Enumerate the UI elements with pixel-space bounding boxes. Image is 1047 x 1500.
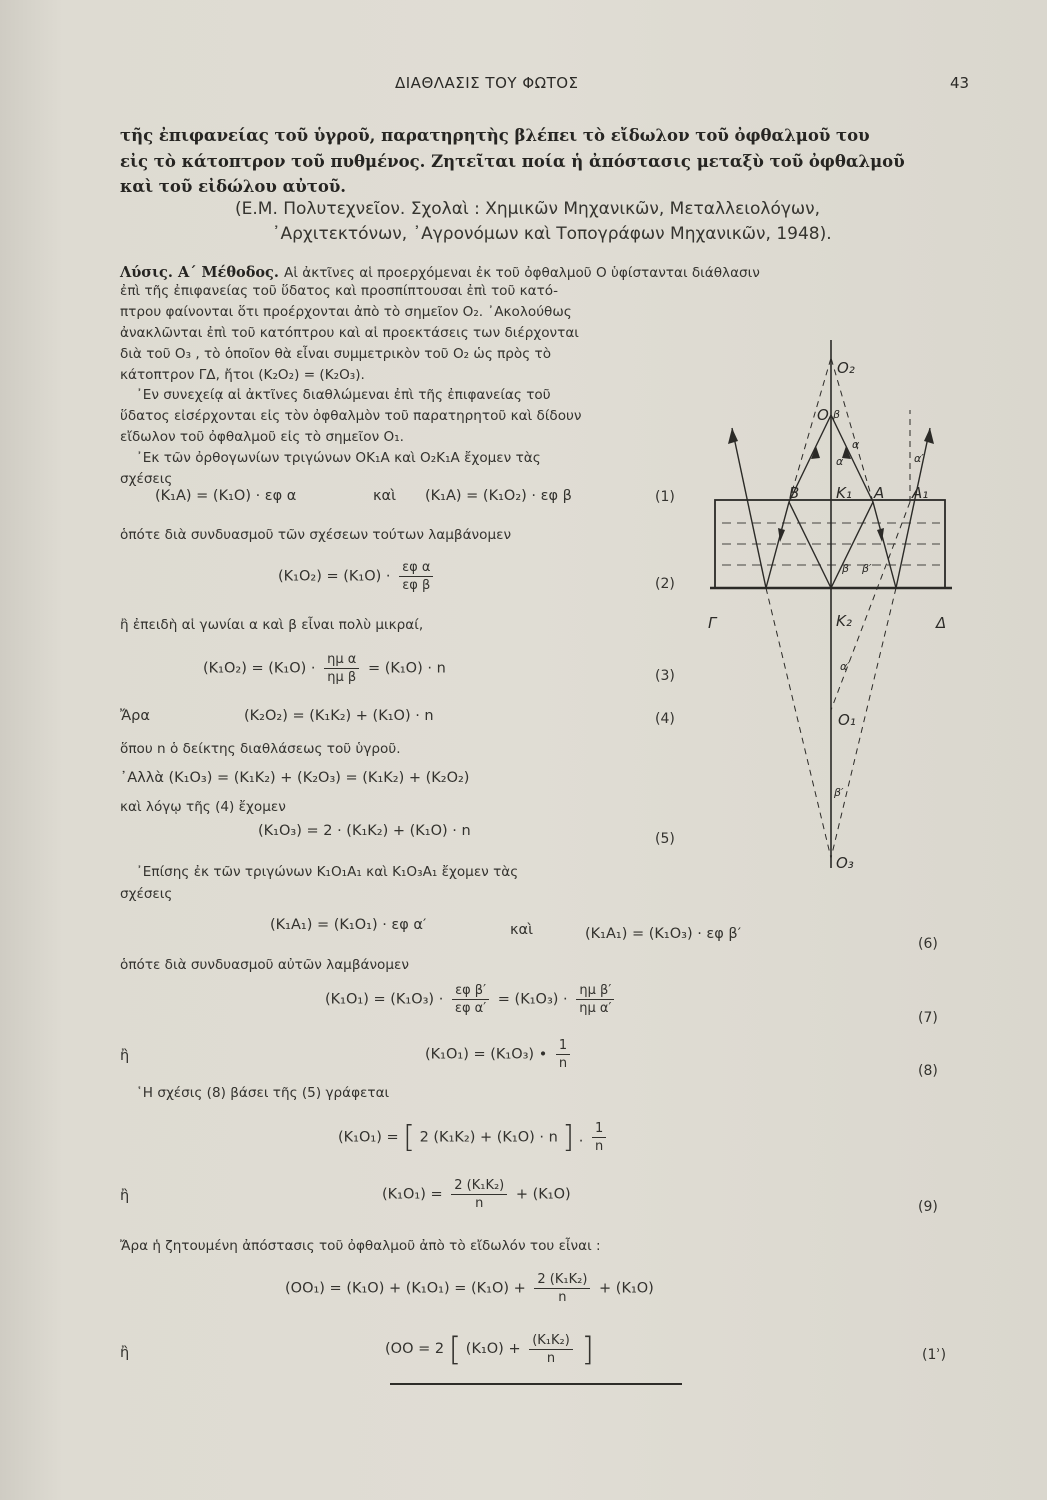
extension-lines [766, 358, 910, 858]
equation-2-number: (2) [655, 576, 675, 592]
label-o3: O₃ [836, 854, 854, 872]
label-o2: O₂ [837, 359, 855, 377]
solution-first-line-text: Αἱ ἀκτῖνες αἱ προερχόμεναι ἐκ τοῦ ὀφθαλμοῦ Ο ὑφίστανται διάθλασιν [284, 265, 760, 281]
equation-2-left: (Κ₁Ο₂) = (Κ₁Ο) · [278, 568, 391, 585]
equation-7-numerator-2: ημ β′ [576, 983, 614, 1000]
equation-8b-dot: . [578, 1129, 584, 1146]
label-alpha-right: α [852, 438, 860, 451]
label-gamma: Γ [708, 614, 717, 632]
equation-4-number: (4) [655, 711, 675, 727]
equation-7-fraction-1 [452, 983, 489, 1016]
text-combination: ὁπότε διὰ συνδυασμοῦ τῶν σχέσεων τούτων λαμβάνομεν [120, 527, 512, 543]
para1-line-2: πτρου φαίνονται ὅτι προέρχονται ἀπὸ τὸ σημεῖον Ο₂. ᾿Ακολούθως [120, 304, 572, 320]
equation-8-prefix: ἢ [120, 1048, 130, 1064]
equation-1-right: (Κ₁Α) = (Κ₁Ο₂) · εφ β [425, 488, 572, 504]
left-bracket: [ [403, 1120, 415, 1155]
equation-8b [338, 1120, 610, 1155]
para3-line-1: ᾿Εκ τῶν ὀρθογωνίων τριγώνων ΟΚ₁Α καὶ Ο₂Κ₁Α ἔχομεν τὰς [136, 450, 541, 466]
final-underline [390, 1383, 682, 1385]
equation-8-number: (8) [918, 1063, 938, 1079]
problem-line-2: εἰς τὸ κάτοπτρον τοῦ πυθμένος. Ζητεῖται ποία ἡ ἀπόστασις μεταξὺ τοῦ ὀφθαλμοῦ [120, 152, 905, 171]
equation-10a-numerator: 2 (Κ₁Κ₂) [534, 1272, 590, 1289]
equation-10-numerator: (Κ₁Κ₂) [529, 1333, 573, 1350]
equation-6-and: καὶ [510, 922, 534, 938]
equation-8b-bracket-content: 2 (Κ₁Κ₂) + (Κ₁Ο) · n [419, 1129, 558, 1146]
equation-8b-left: (Κ₁Ο₁) = [338, 1129, 399, 1146]
equation-3-number: (3) [655, 668, 675, 684]
label-k2: K₂ [836, 612, 852, 630]
equation-8-denominator: n [558, 1056, 568, 1071]
equation-8b-denominator: n [594, 1139, 604, 1154]
equation-9-left: (Κ₁Ο₁) = [382, 1186, 443, 1203]
equation-5-body: (Κ₁Ο₃) = 2 · (Κ₁Κ₂) + (Κ₁Ο) · n [258, 823, 471, 839]
para1-line-1: ἐπὶ τῆς ἐπιφανείας τοῦ ὕδατος καὶ προσπίπτουσαι ἐπὶ τοῦ κατό- [120, 283, 559, 299]
equation-9-fraction [451, 1178, 507, 1211]
equation-10a [285, 1272, 654, 1305]
label-beta-mid: β [842, 562, 850, 575]
solution-first-line [120, 262, 760, 281]
eq10-left-bracket: [ [448, 1330, 462, 1368]
equation-4-body: (Κ₂Ο₂) = (Κ₁Κ₂) + (Κ₁Ο) · n [244, 708, 434, 724]
label-alpha-prime-top: α′ [914, 452, 924, 465]
equation-10 [385, 1330, 594, 1368]
figure-labels [708, 359, 946, 872]
equation-8-fraction [556, 1038, 570, 1071]
equation-9-denominator: n [475, 1196, 484, 1211]
equation-6-left: (Κ₁Α₁) = (Κ₁Ο₁) · εφ α′ [270, 917, 427, 933]
label-a1: A₁ [912, 484, 929, 502]
text-small-angles: ἢ ἐπειδὴ αἱ γωνίαι α καὶ β εἶναι πολὺ μικραί, [120, 617, 424, 633]
text-because-of-4: καὶ λόγῳ τῆς (4) ἔχομεν [120, 799, 286, 815]
label-delta: Δ [936, 614, 947, 632]
equation-9-prefix: ἢ [120, 1188, 130, 1204]
text-combining: ὁπότε διὰ συνδυασμοῦ αὐτῶν λαμβάνομεν [120, 957, 409, 973]
equation-9-right: + (Κ₁Ο) [515, 1186, 571, 1203]
text-refractive-index: ὅπου n ὁ δείκτης διαθλάσεως τοῦ ὑγροῦ. [120, 741, 401, 757]
text-also-triangles: ᾿Επίσης ἐκ τῶν τριγώνων Κ₁Ο₁Α₁ καὶ Κ₁Ο₃Α₁ ἔχομεν τὰς [136, 864, 519, 880]
equation-8-left: (Κ₁Ο₁) = (Κ₁Ο₃) • [425, 1046, 548, 1063]
equation-2-denominator: εφ β [402, 578, 431, 593]
label-beta-top: β [833, 408, 841, 421]
equation-10-number: (1ʾ) [922, 1347, 947, 1363]
equation-10-inner: (Κ₁Ο) + [465, 1341, 521, 1357]
equation-6-number: (6) [918, 936, 938, 952]
label-b: B [789, 484, 800, 502]
equation-10-left: (ΟΟ = 2 [385, 1341, 445, 1357]
text-required-distance: Ἄρα ἡ ζητουμένη ἀπόστασις τοῦ ὀφθαλμοῦ ἀπὸ τὸ εἴδωλόν του εἶναι : [120, 1238, 601, 1254]
problem-line-3: καὶ τοῦ εἰδώλου αὐτοῦ. [120, 177, 347, 196]
equation-8b-numerator: 1 [592, 1121, 606, 1138]
refraction-figure [700, 320, 970, 880]
text-relation-8: ῾Η σχέσις (8) βάσει τῆς (5) γράφεται [136, 1085, 390, 1101]
equation-7 [325, 983, 618, 1016]
equation-7-left: (Κ₁Ο₁) = (Κ₁Ο₃) · [325, 991, 444, 1008]
equation-9-numerator: 2 (Κ₁Κ₂) [451, 1178, 507, 1195]
equation-5-number: (5) [655, 831, 675, 847]
para2-line-3: εἴδωλον τοῦ ὀφθαλμοῦ εἰς τὸ σημεῖον Ο₁. [120, 429, 404, 445]
para1-line-3: ἀνακλῶνται ἐπὶ τοῦ κατόπτρου καὶ αἱ προεκτάσεις των διέρχονται [120, 325, 579, 341]
equation-8 [425, 1038, 574, 1071]
equation-10a-right: + (Κ₁Ο) [599, 1280, 654, 1297]
equation-10a-left: (ΟΟ₁) = (Κ₁Ο) + (Κ₁Ο₁) = (Κ₁Ο) + [285, 1280, 526, 1297]
equation-10a-fraction [534, 1272, 590, 1305]
equation-3-denominator: ημ β [327, 670, 357, 685]
equation-8-numerator: 1 [556, 1038, 570, 1055]
equation-7-number: (7) [918, 1010, 938, 1026]
equation-8b-fraction [592, 1121, 606, 1154]
para2-line-1: ᾿Εν συνεχείᾳ αἱ ἀκτῖνες διαθλώμεναι ἐπὶ τῆς ἐπιφανείας τοῦ [136, 387, 551, 403]
para1-line-4: διὰ τοῦ Ο₃ , τὸ ὁποῖον θὰ εἶναι συμμετρικὸν τοῦ Ο₂ ὡς πρὸς τὸ [120, 346, 552, 362]
equation-1-number: (1) [655, 489, 675, 505]
label-beta-prime-low: β′ [834, 786, 844, 799]
equation-3-fraction [324, 652, 359, 685]
equation-7-denominator-2: ημ α′ [579, 1001, 612, 1016]
eq10-right-bracket: ] [581, 1330, 594, 1368]
equation-7-middle: = (Κ₁Ο₃) · [497, 991, 568, 1008]
label-o1: O₁ [838, 711, 856, 729]
equation-1-left: (Κ₁Α) = (Κ₁Ο) · εφ α [155, 488, 297, 504]
equation-3-right: = (Κ₁Ο) · n [367, 660, 446, 677]
equation-9 [382, 1178, 571, 1211]
label-a: A [874, 484, 885, 502]
source-line-2: ᾿Αρχιτεκτόνων, ᾿Αγρονόμων καὶ Τοπογράφων Μηχανικῶν, 1948). [272, 224, 832, 244]
label-alpha-prime-low: α′ [840, 660, 850, 673]
equation-7-denominator-1: εφ α′ [454, 1001, 487, 1016]
equation-2 [278, 560, 437, 593]
label-alpha-left: α [836, 455, 844, 468]
equation-9-number: (9) [918, 1199, 938, 1215]
equation-7-fraction-2 [576, 983, 614, 1016]
page-number: 43 [950, 74, 970, 92]
right-bracket: ] [562, 1120, 575, 1155]
label-o: O [817, 406, 829, 424]
equation-3-numerator: ημ α [324, 652, 359, 669]
running-header: ΔΙΑΘΛΑΣΙΣ ΤΟΥ ΦΩΤΟΣ [395, 74, 579, 92]
label-k1: K₁ [836, 484, 852, 502]
para1-line-5: κάτοπτρον ΓΔ, ἤτοι (Κ₂Ο₂) = (Κ₂Ο₃). [120, 367, 365, 383]
label-beta-prime-mid: β′ [862, 562, 872, 575]
equation-3-left: (Κ₁Ο₂) = (Κ₁Ο) · [203, 660, 316, 677]
solution-heading: Λύσις. Α΄ Μέθοδος. [120, 264, 279, 281]
equation-10-prefix: ἢ [120, 1345, 130, 1361]
equation-3 [203, 652, 446, 685]
problem-line-1: τῆς ἐπιφανείας τοῦ ὑγροῦ, παρατηρητὴς βλέπει τὸ εἴδωλον τοῦ ὀφθαλμοῦ του [120, 126, 870, 145]
equation-6-right: (Κ₁Α₁) = (Κ₁Ο₃) · εφ β′ [585, 926, 741, 942]
text-but: ᾿Αλλὰ (Κ₁Ο₃) = (Κ₁Κ₂) + (Κ₂Ο₃) = (Κ₁Κ₂) + (Κ₂Ο₂) [120, 770, 470, 786]
equation-4-prefix: Ἄρα [120, 708, 150, 724]
equation-10-fraction [529, 1333, 573, 1366]
equation-1-and: καὶ [373, 488, 397, 504]
equation-10-denominator: n [546, 1350, 556, 1366]
para3-line-2: σχέσεις [120, 471, 173, 487]
equation-2-fraction [399, 560, 433, 593]
figure-lines [710, 340, 952, 868]
equation-2-numerator: εφ α [399, 560, 433, 577]
text-relations: σχέσεις [120, 886, 173, 902]
equation-10a-denominator: n [558, 1290, 567, 1305]
equation-7-numerator-1: εφ β′ [452, 983, 489, 1000]
source-line-1: (Ε.Μ. Πολυτεχνεῖον. Σχολαὶ : Χημικῶν Μηχανικῶν, Μεταλλειολόγων, [235, 199, 821, 219]
para2-line-2: ὕδατος εἰσέρχονται εἰς τὸν ὀφθαλμὸν τοῦ παρατηρητοῦ καὶ δίδουν [120, 408, 582, 424]
